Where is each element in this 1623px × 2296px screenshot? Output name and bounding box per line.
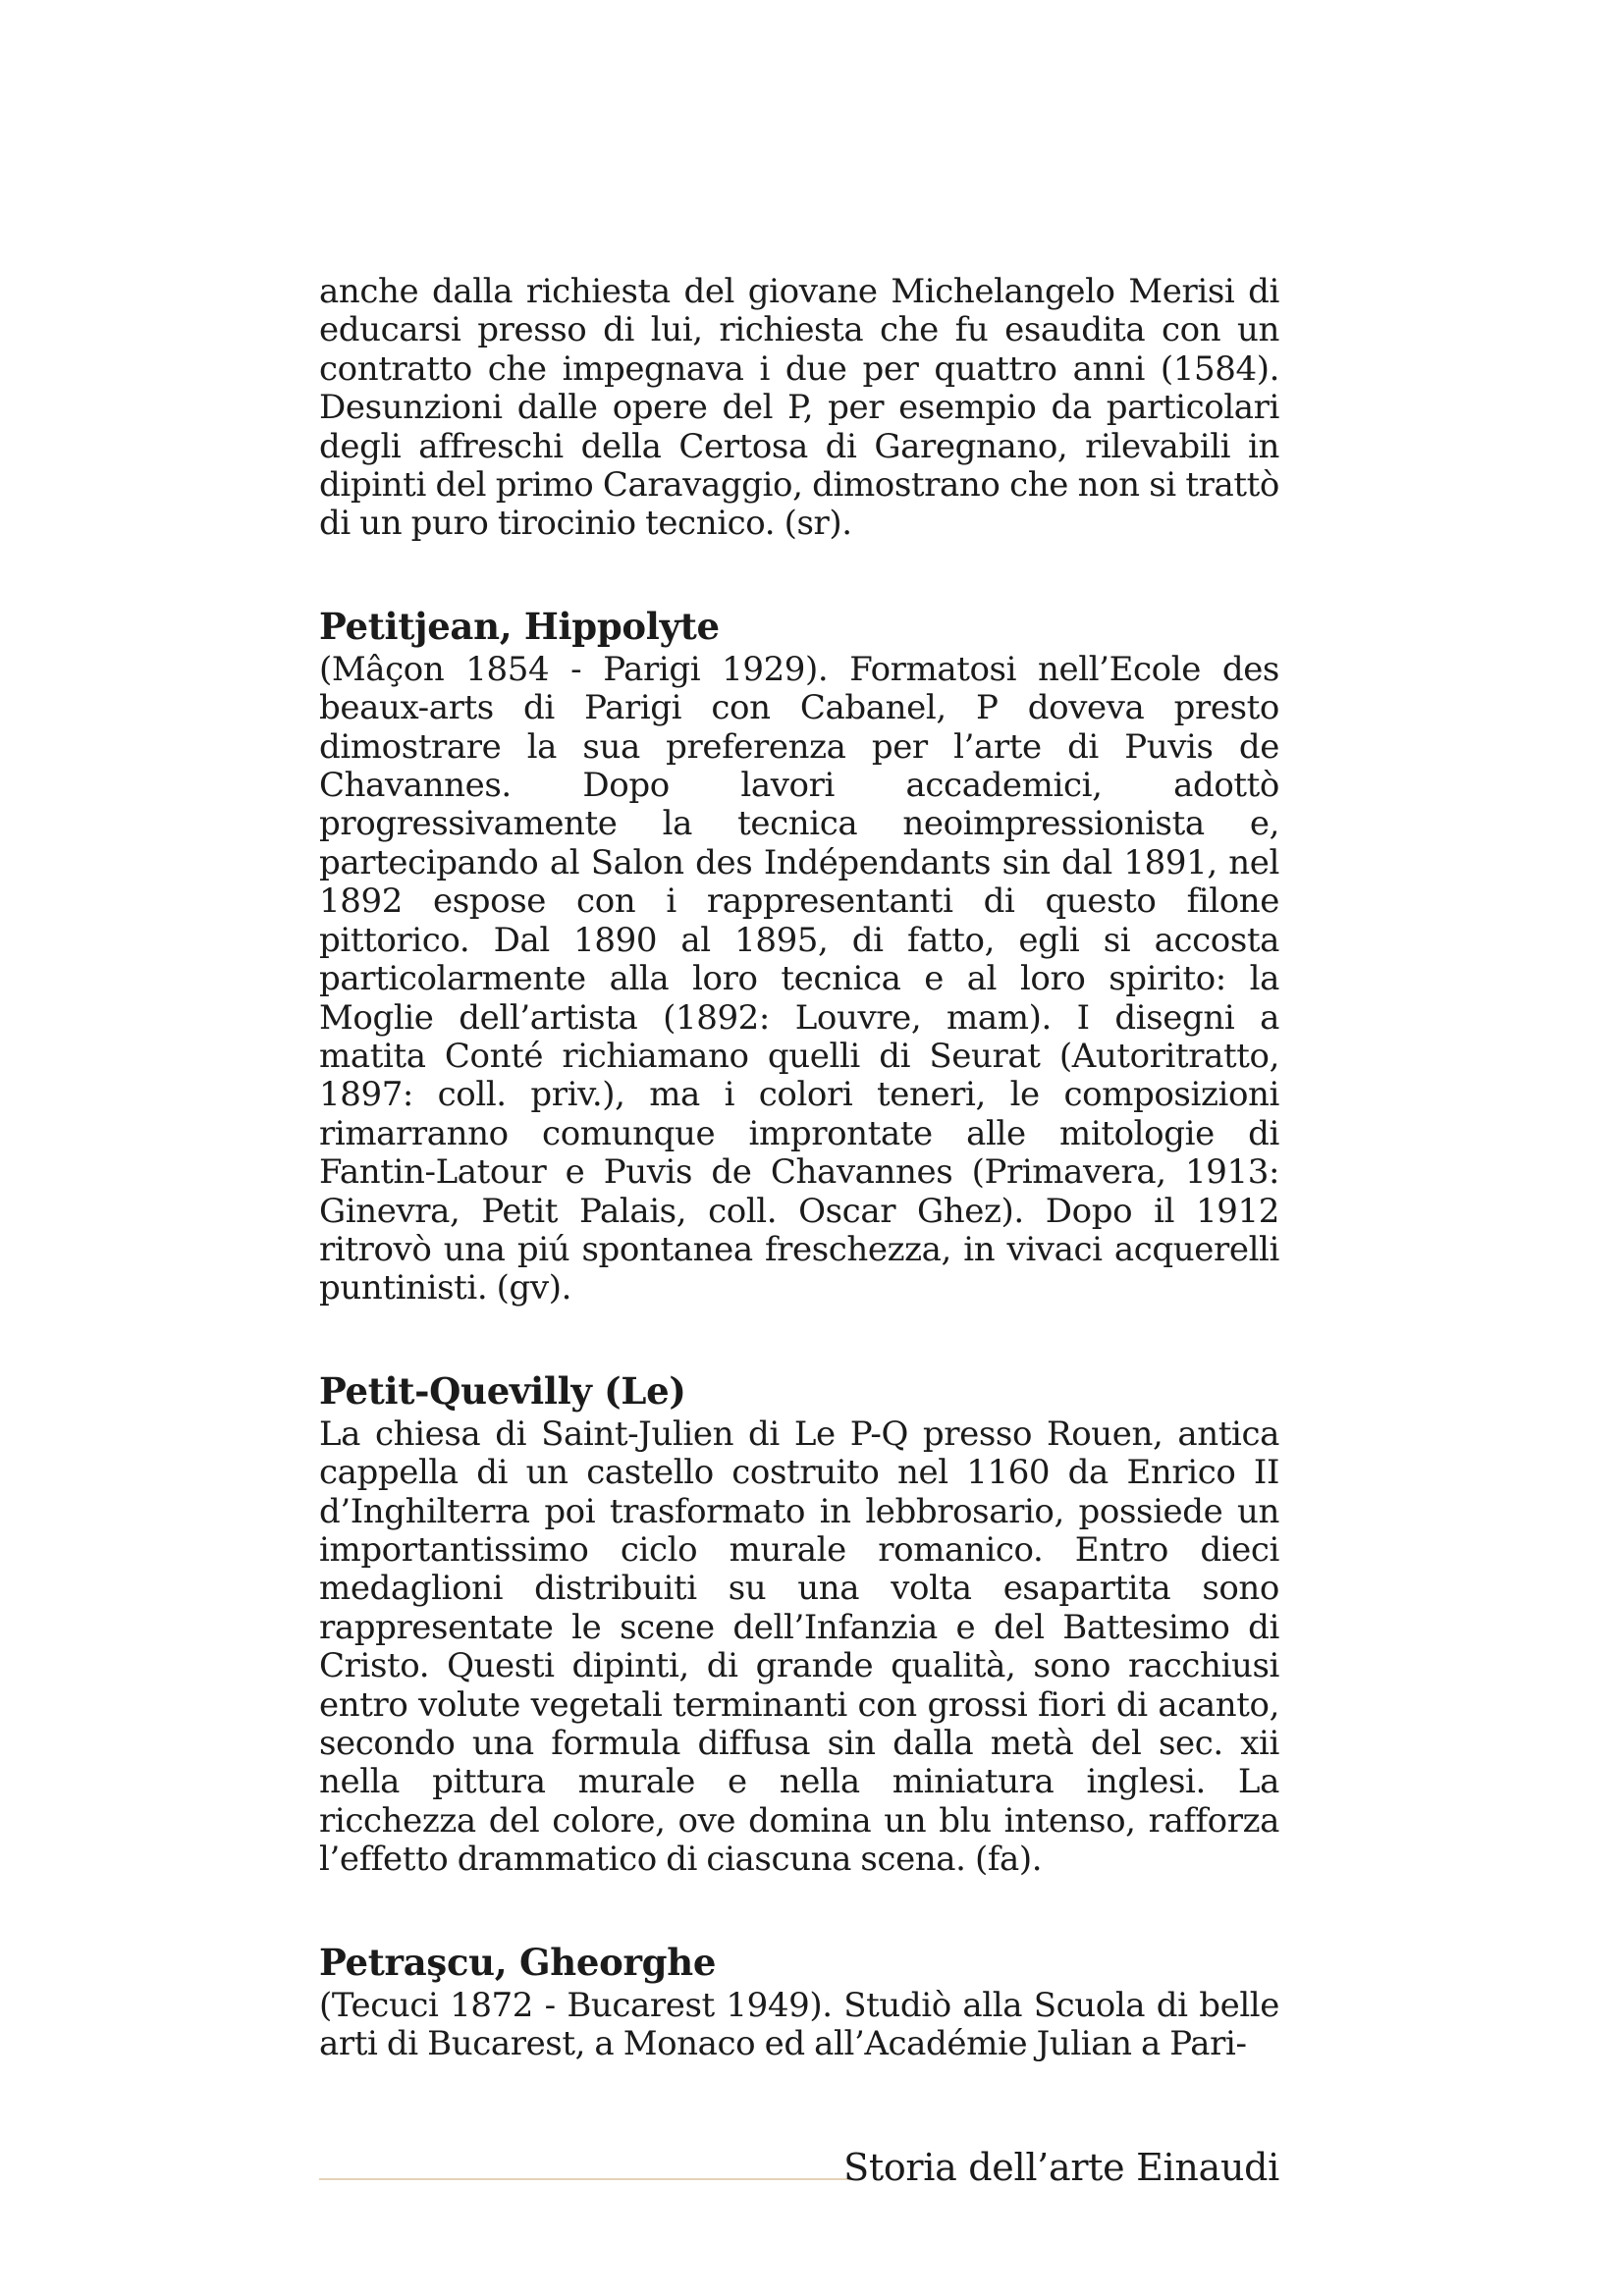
entry-petitjean bbox=[319, 605, 1279, 1308]
entry-petrascu bbox=[319, 1941, 1279, 2064]
footer-rule bbox=[319, 2178, 849, 2180]
footer-publisher: Storia dell’arte Einaudi bbox=[843, 2146, 1279, 2189]
entry-title: Petraşcu, Gheorghe bbox=[319, 1940, 717, 1984]
entry-text: La chiesa di Saint-Julien di Le P-Q presso Rouen, antica cappella di un castello costruito nel 1160 da Enrico II d’Inghilterra poi trasformato in lebbrosario, possiede un importantissimo ciclo murale romanico. Entro dieci medaglioni distribuiti su una volta esapartita sono rappresentate le scene dell’Infanzia e del Battesimo di Cristo. Questi dipinti, di grande qualità, sono racchiusi entro volute vegetali terminanti con grossi fiori di acanto, secondo una formula diffusa sin dalla metà del sec. xii nella pittura murale e nella miniatura inglesi. La ricchezza del colore, ove domina un blu intenso, rafforza l’effetto drammatico di ciascuna scena. (fa). bbox=[319, 1414, 1279, 1880]
entry-title: Petit-Quevilly (Le) bbox=[319, 1368, 686, 1413]
page-footer bbox=[319, 2143, 1279, 2202]
entry-text: (Tecuci 1872 - Bucarest 1949). Studiò alla Scuola di belle arti di Bucarest, a Monaco ed all’Académie Julian a Pari- bbox=[319, 1985, 1279, 2064]
entry-title: Petitjean, Hippolyte bbox=[319, 604, 720, 648]
intro-paragraph: anche dalla richiesta del giovane Michelangelo Merisi di educarsi presso di lui, richiesta che fu esaudita con un contratto che impegnava i due per quattro anni (1584). Desunzioni dalle opere del P, per esempio da particolari degli affreschi della Certosa di Garegnano, rilevabili in dipinti del primo Caravaggio, dimostrano che non si trattò di un puro tirocinio tecnico. (sr). bbox=[319, 272, 1279, 544]
entry-petit-quevilly bbox=[319, 1369, 1279, 1880]
page-body bbox=[319, 273, 1279, 2063]
entry-text: (Mâçon 1854 - Parigi 1929). Formatosi nell’Ecole des beaux-arts di Parigi con Cabanel, P doveva presto dimostrare la sua preferenza per l’arte di Puvis de Chavannes. Dopo lavori accademici, adottò progressivamente la tecnica neoimpressionista e, partecipando al Salon des Indépendants sin dal 1891, nel 1892 espose con i rappresentanti di questo filone pittorico. Dal 1890 al 1895, di fatto, egli si accosta particolarmente alla loro tecnica e al loro spirito: la Moglie dell’artista (1892: Louvre, mam). I disegni a matita Conté richiamano quelli di Seurat (Autoritratto, 1897: coll. priv.), ma i colori teneri, le composizioni rimarranno comunque improntate alle mitologie di Fantin-Latour e Puvis de Chavannes (Primavera, 1913: Ginevra, Petit Palais, coll. Oscar Ghez). Dopo il 1912 ritrovò una piú spontanea freschezza, in vivaci acquerelli puntinisti. (gv). bbox=[319, 649, 1279, 1308]
